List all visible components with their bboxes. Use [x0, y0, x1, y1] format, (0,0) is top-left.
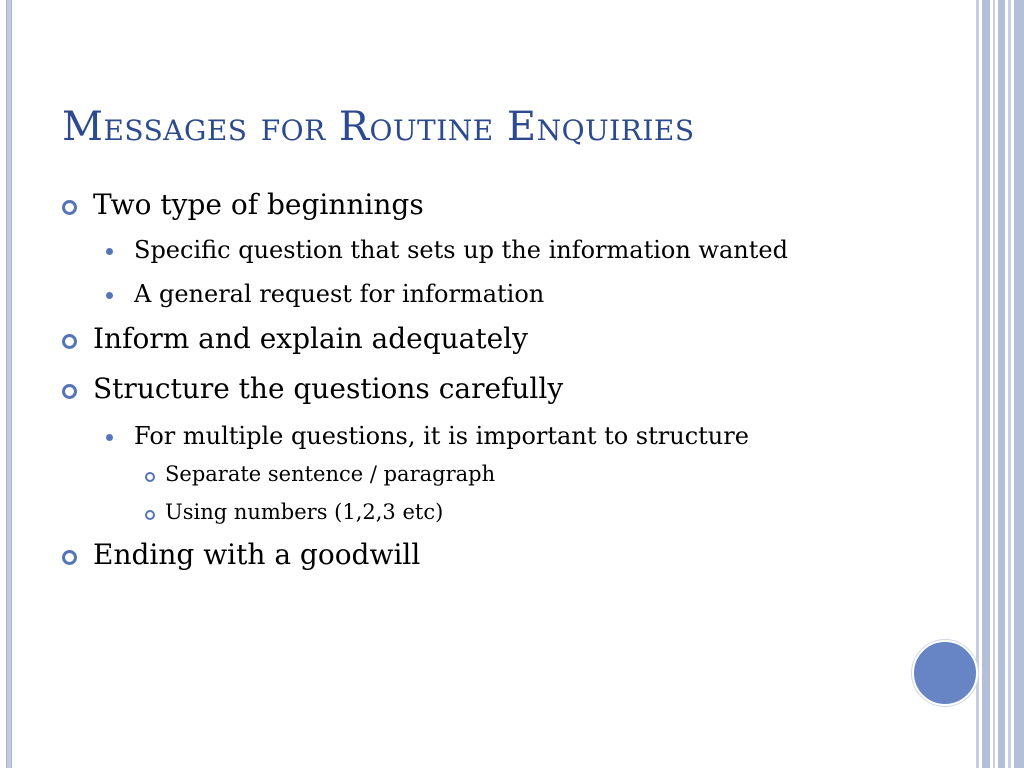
ring-bullet-icon — [145, 510, 155, 520]
ring-bullet-icon — [62, 550, 77, 565]
bullet-text: For multiple questions, it is important to structure — [134, 422, 749, 450]
bullet-text: Separate sentence / paragraph — [165, 462, 496, 486]
bullet-item — [106, 236, 788, 264]
dot-bullet-icon — [106, 292, 113, 299]
decorative-circle — [912, 640, 978, 706]
bullet-text: Ending with a goodwill — [93, 538, 421, 571]
stripe — [976, 0, 979, 768]
ring-bullet-icon — [145, 472, 155, 482]
bullet-item — [62, 538, 420, 571]
dot-bullet-icon — [106, 248, 113, 255]
bullet-item — [145, 462, 495, 486]
bullet-text: Inform and explain adequately — [93, 322, 528, 355]
dot-bullet-icon — [106, 434, 113, 441]
stripe — [1014, 0, 1024, 768]
bullet-item — [62, 322, 528, 355]
bullet-item — [145, 500, 443, 524]
bullet-item — [106, 422, 749, 450]
ring-bullet-icon — [62, 334, 77, 349]
stripe — [982, 0, 990, 768]
bullet-item — [106, 280, 544, 308]
bullet-text: Structure the questions carefully — [93, 372, 564, 405]
bullet-text: Using numbers (1,2,3 etc) — [165, 500, 444, 524]
bullet-item — [62, 372, 563, 405]
stripe — [998, 0, 1005, 768]
right-frame-stripes — [976, 0, 1024, 768]
ring-bullet-icon — [62, 384, 77, 399]
bullet-item — [62, 188, 424, 221]
slide-title: Messages for Routine Enquiries — [62, 104, 695, 150]
stripe — [1008, 0, 1011, 768]
bullet-text: Specific question that sets up the information wanted — [134, 236, 788, 264]
bullet-text: Two type of beginnings — [93, 188, 424, 221]
stripe — [993, 0, 995, 768]
ring-bullet-icon — [62, 200, 77, 215]
left-frame-border — [6, 0, 12, 768]
bullet-text: A general request for information — [134, 280, 545, 308]
